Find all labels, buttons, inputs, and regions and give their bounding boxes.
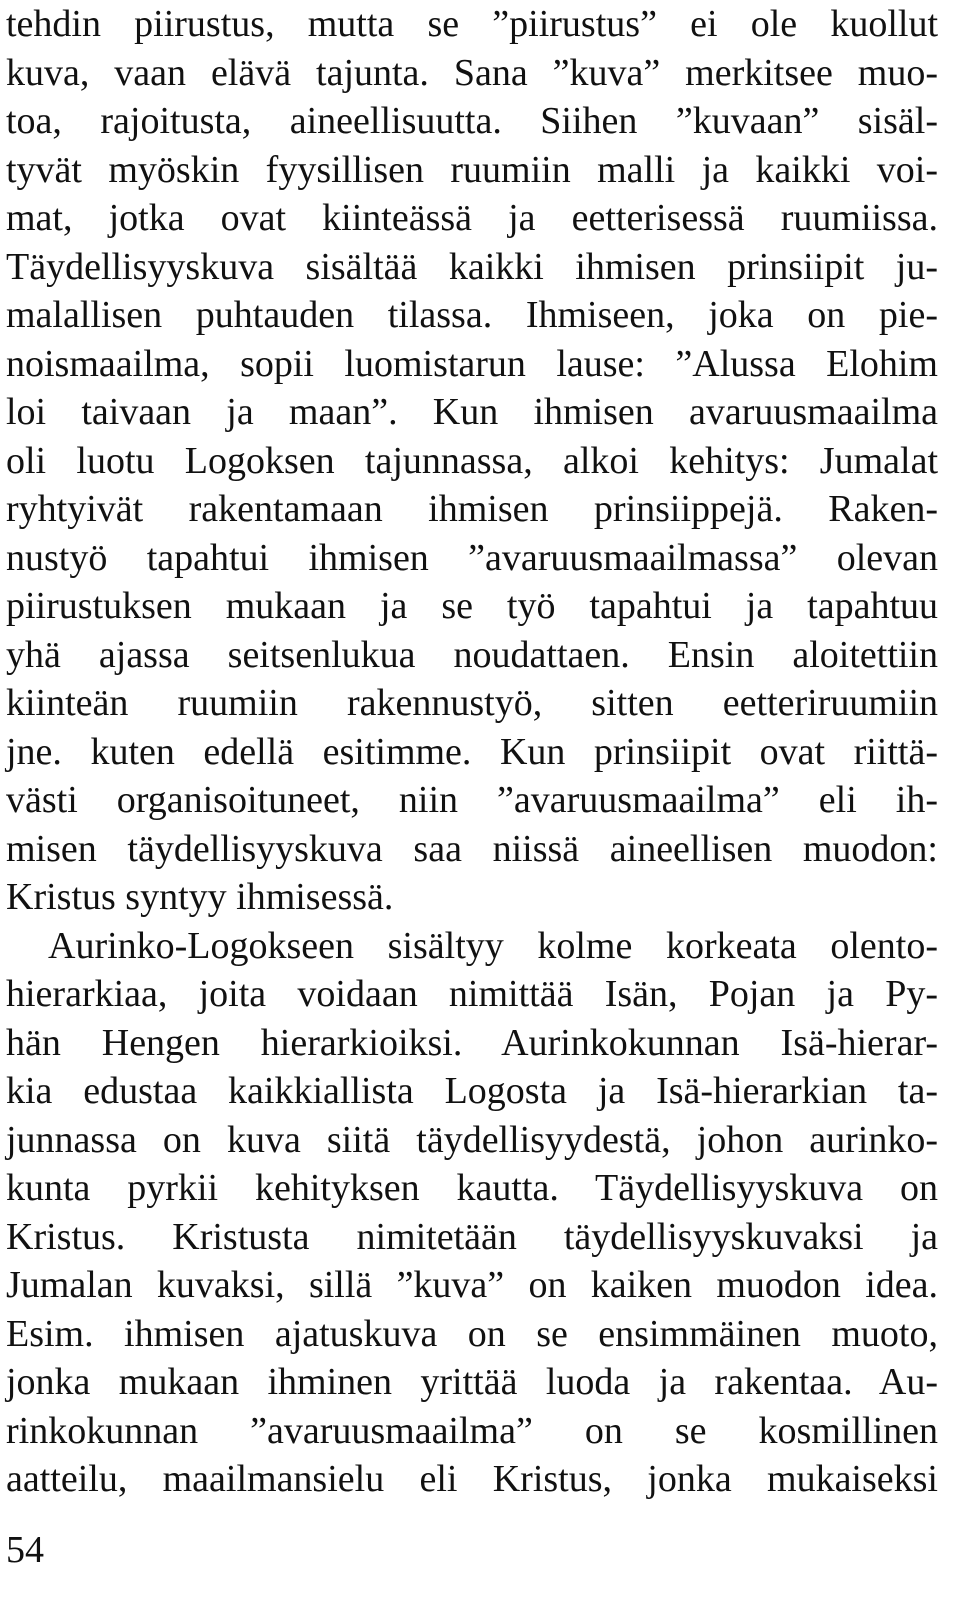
paragraph-2	[6, 922, 938, 1504]
text-line: noismaailma, sopii luomistarun lause: ”Alussa Elohim	[6, 342, 938, 385]
text-line: kia edustaa kaikkiallista Logosta ja Isä-hierarkian ta-	[6, 1070, 938, 1112]
text-line: kiinteän ruumiin rakennustyö, sitten eetteriruumiin	[6, 682, 938, 724]
text-line: Esim. ihmisen ajatuskuva on se ensimmäinen muoto,	[6, 1312, 938, 1355]
text-line: aatteilu, maailmansielu eli Kristus, jonka mukaiseksi	[6, 1458, 938, 1500]
text-line: jne. kuten edellä esitimme. Kun prinsiipit ovat riittä-	[6, 730, 938, 773]
text-line: malallisen puhtauden tilassa. Ihmiseen, joka on pie-	[6, 294, 938, 336]
text-line: rinkokunnan ”avaruusmaailma” on se kosmillinen	[6, 1409, 938, 1452]
page-body	[6, 0, 938, 1504]
text-line: toa, rajoitusta, aineellisuutta. Siihen ”kuvaan” sisäl-	[6, 100, 938, 142]
page-number: 54	[6, 1529, 44, 1571]
text-line: loi taivaan ja maan”. Kun ihmisen avaruusmaailma	[6, 391, 938, 433]
text-line: tyvät myöskin fyysillisen ruumiin malli ja kaikki voi-	[6, 148, 938, 191]
text-line: misen täydellisyyskuva saa niissä aineellisen muodon:	[6, 827, 938, 870]
text-line: hän Hengen hierarkioiksi. Aurinkokunnan Isä-hierar-	[6, 1021, 938, 1064]
text-line: Kristus syntyy ihmisessä.	[6, 876, 394, 918]
text-line: jonka mukaan ihminen yrittää luoda ja rakentaa. Au-	[6, 1361, 938, 1403]
text-line: västi organisoituneet, niin ”avaruusmaailma” eli ih-	[6, 779, 938, 821]
text-line: Täydellisyyskuva sisältää kaikki ihmisen prinsiipit ju-	[6, 245, 938, 288]
text-line: junnassa on kuva siitä täydellisyydestä, johon aurinko-	[6, 1118, 938, 1161]
text-line: yhä ajassa seitsenlukua noudattaen. Ensin aloitettiin	[6, 633, 938, 676]
text-line: kunta pyrkii kehityksen kautta. Täydellisyyskuva on	[6, 1167, 938, 1209]
text-line: oli luotu Logoksen tajunnassa, alkoi kehitys: Jumalat	[6, 439, 938, 482]
text-line: kuva, vaan elävä tajunta. Sana ”kuva” merkitsee muo-	[6, 51, 938, 94]
text-line: Jumalan kuvaksi, sillä ”kuva” on kaiken muodon idea.	[6, 1264, 938, 1306]
text-line: tehdin piirustus, mutta se ”piirustus” ei ole kuollut	[6, 3, 938, 45]
text-line: Kristus. Kristusta nimitetään täydellisyyskuvaksi ja	[6, 1215, 938, 1258]
text-line: hierarkiaa, joita voidaan nimittää Isän, Pojan ja Py-	[6, 973, 938, 1015]
text-line: mat, jotka ovat kiinteässä ja eetterisessä ruumiissa.	[6, 197, 938, 239]
text-line: Aurinko-Logokseen sisältyy kolme korkeata olento-	[48, 924, 938, 967]
text-line: piirustuksen mukaan ja se työ tapahtui ja tapahtuu	[6, 585, 938, 627]
text-line: ryhtyivät rakentamaan ihmisen prinsiippejä. Raken-	[6, 488, 938, 530]
paragraph-1	[6, 0, 938, 922]
text-line: nustyö tapahtui ihmisen ”avaruusmaailmassa” olevan	[6, 536, 938, 579]
